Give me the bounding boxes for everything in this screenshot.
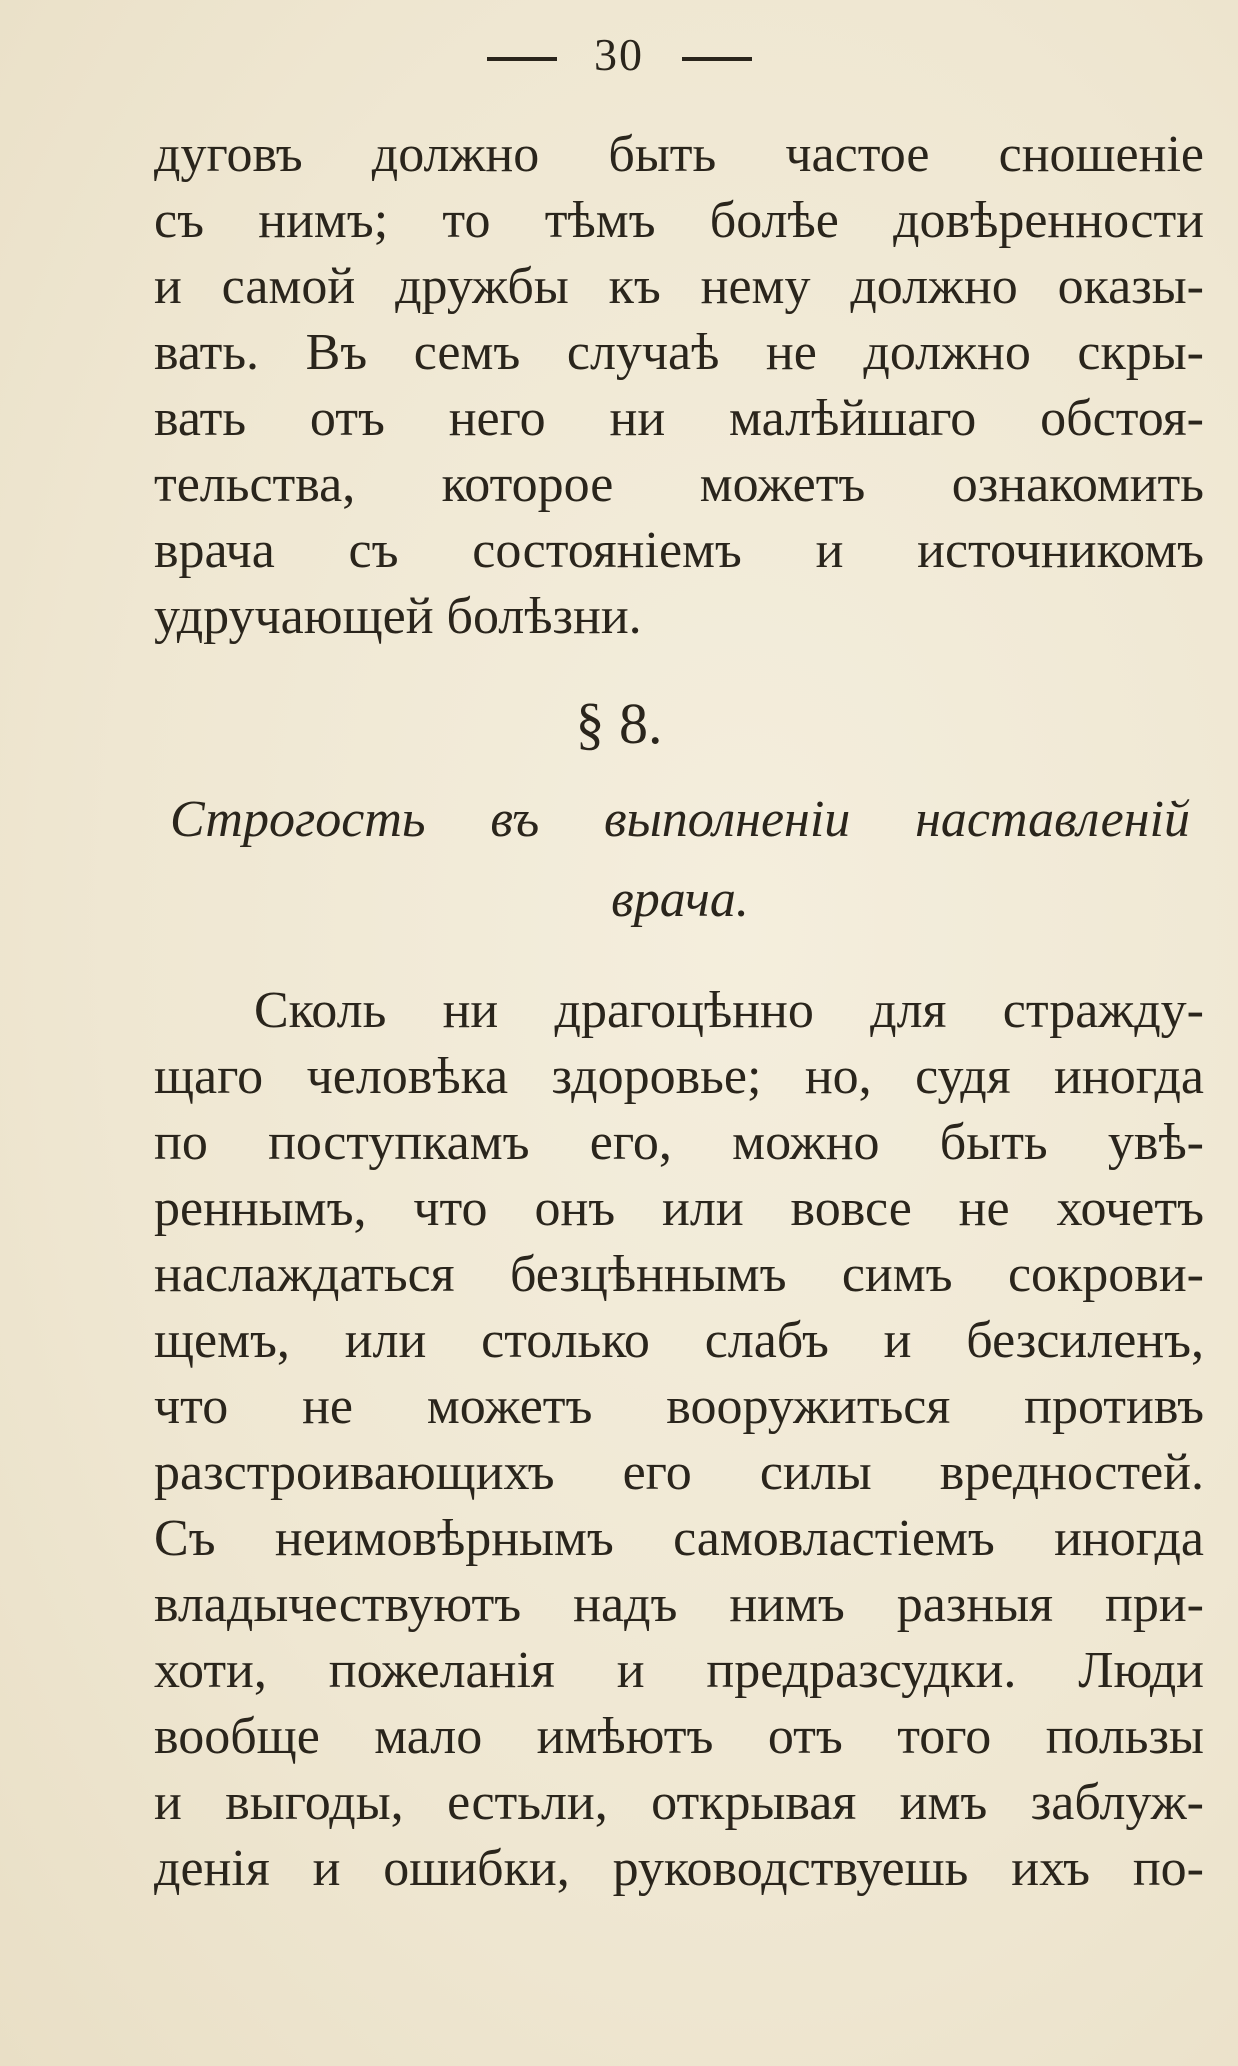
text-line: наслаждаться безцѣннымъ симъ сокрови- (154, 1246, 1204, 1303)
text-line: тельства, которое можетъ ознакомить (154, 456, 1204, 513)
text-line: по поступкамъ его, можно быть увѣ- (154, 1114, 1204, 1171)
text-line: реннымъ, что онъ или вовсе не хочетъ (154, 1180, 1204, 1237)
heading-line-1: Строгость въ выполненіи наставленій (170, 791, 1190, 848)
text-line: хоти, пожеланія и предразсудки. Люди (154, 1642, 1204, 1699)
text-line: вать. Въ семъ случаѣ не должно скры- (154, 324, 1204, 381)
header-dash-left (487, 57, 557, 61)
text-line: разстроивающихъ его силы вредностей. (154, 1444, 1204, 1501)
section-mark: § 8. (575, 691, 663, 756)
page-number: 30 (594, 29, 644, 80)
text-line: и выгоды, естьли, открывая имъ заблуж- (154, 1774, 1204, 1831)
header-dash-right (682, 57, 752, 61)
heading-line-2: врача. (611, 871, 749, 928)
page-header (0, 28, 1238, 81)
text-line: денія и ошибки, руководствуешь ихъ по- (154, 1840, 1204, 1897)
text-line: и самой дружбы къ нему должно оказы- (154, 258, 1204, 315)
text-line: вообще мало имѣютъ отъ того пользы (154, 1708, 1204, 1765)
text-line: щемъ, или столько слабъ и безсиленъ, (154, 1312, 1204, 1369)
text-line: удручающей болѣзни. (154, 588, 642, 645)
text-line: щаго человѣка здоровье; но, судя иногда (154, 1048, 1204, 1105)
paragraph-2 (154, 978, 1204, 1902)
text-line: Съ неимовѣрнымъ самовластіемъ иногда (154, 1510, 1204, 1567)
paragraph-1 (154, 122, 1204, 650)
text-line: Сколь ни драгоцѣнно для стражду- (254, 982, 1204, 1039)
text-line: вать отъ него ни малѣйшаго обстоя- (154, 390, 1204, 447)
text-line: владычествуютъ надъ нимъ разныя при- (154, 1576, 1204, 1633)
text-line: дуговъ должно быть частое сношеніе (154, 126, 1204, 183)
text-line: что не можетъ вооружиться противъ (154, 1378, 1204, 1435)
text-line: врача съ состояніемъ и источникомъ (154, 522, 1204, 579)
text-line: съ нимъ; то тѣмъ болѣе довѣренности (154, 192, 1204, 249)
section-heading (170, 780, 1190, 940)
